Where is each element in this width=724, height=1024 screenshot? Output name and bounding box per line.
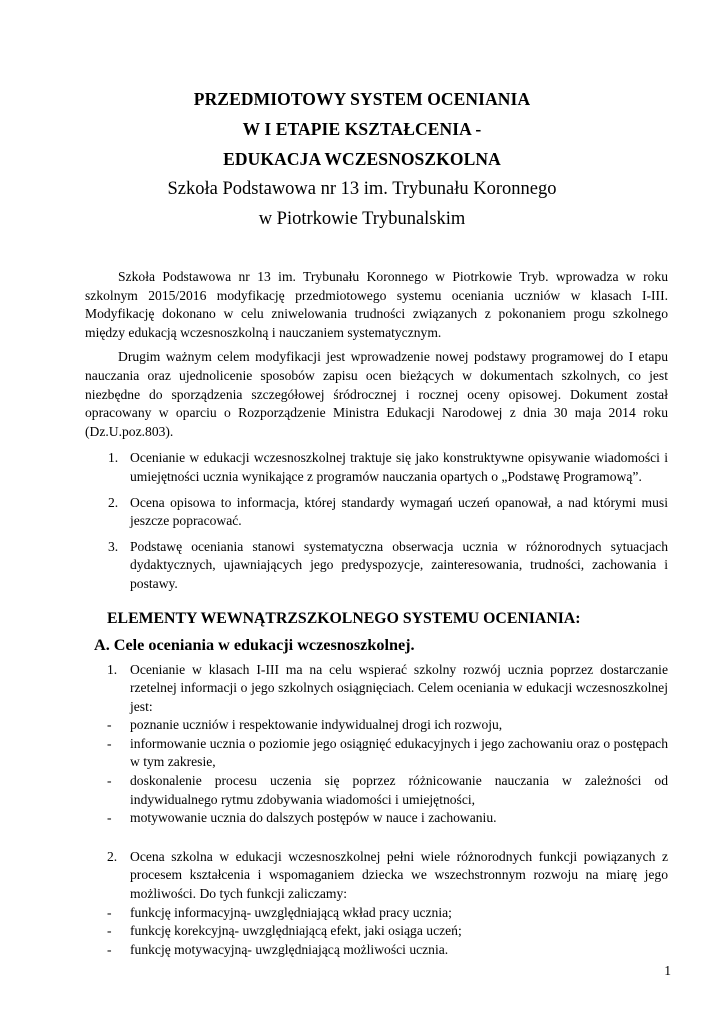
title-line-3: EDUKACJA WCZESNOSZKOLNA bbox=[223, 149, 501, 169]
bullet-text: funkcję korekcyjną- uwzględniającą efekt, jaki osiąga uczeń; bbox=[130, 923, 462, 939]
list-number: 1. bbox=[108, 450, 119, 466]
bullet-text: poznanie uczniów i respektowanie indywidualnej drogi ich rozwoju, bbox=[130, 717, 503, 733]
document-title bbox=[0, 84, 724, 234]
list-item-text: Ocenianie w edukacji wczesnoszkolnej traktuje się jako konstruktywne opisywanie wiadomości i umiejętności ucznia wynikające z programów nauczania opartych o „Podstawę Programową”. bbox=[130, 450, 668, 484]
numbered-list bbox=[85, 449, 668, 593]
bullet-item: - poznanie uczniów i respektowanie indywidualnej drogi ich rozwoju, bbox=[107, 717, 503, 733]
bullet-item: - informowanie ucznia o poziomie jego osiągnięć edukacyjnych i jego zachowaniu oraz o postępach w tym zakresie, bbox=[107, 735, 668, 770]
bullet-item: - funkcję informacyjną- uwzględniającą wkład pracy ucznia; bbox=[107, 904, 452, 920]
section-heading: ELEMENTY WEWNĄTRZSZKOLNEGO SYSTEMU OCENIANIA: bbox=[107, 609, 581, 627]
intro-paragraph-1: Szkoła Podstawowa nr 13 im. Trybunału Koronnego w Piotrkowie Tryb. wprowadza w roku szkolnym 2015/2016 modyfikację przedmiotowego systemu oceniania uczniów w klasach I-III. Modyfikację dokonano w celu zniwelowania trudności związanych z pokonaniem progu szkolnego między edukacją wczesnoszkolną i nauczaniem systematycznym. bbox=[85, 269, 668, 340]
bullet-text: funkcję motywacyjną- uwzględniającą możliwości ucznia. bbox=[130, 941, 449, 957]
point-2 bbox=[85, 848, 668, 904]
bullet-item: - funkcję motywacyjną- uwzględniającą możliwości ucznia. bbox=[107, 941, 449, 957]
point-2-text: Ocena szkolna w edukacji wczesnoszkolnej pełni wiele różnorodnych funkcji powiązanych z procesem kształcenia i wspomaganiem dziecka we wszechstronnym rozwoju na miarę jego możliwości. Do tych funkcji zaliczamy: bbox=[130, 848, 668, 902]
bullet-item: - doskonalenie procesu uczenia się poprzez różnicowanie nauczania w zależności od indywidualnego rytmu zdobywania wiadomości i umiejętności, bbox=[107, 773, 668, 807]
title-line-2: W I ETAPIE KSZTAŁCENIA - bbox=[242, 119, 482, 139]
school-name: Szkoła Podstawowa nr 13 im. Trybunału Koronnego bbox=[167, 179, 557, 199]
school-city: w Piotrkowie Trybunalskim bbox=[258, 209, 466, 229]
point-1 bbox=[85, 661, 668, 717]
document-body bbox=[85, 268, 668, 959]
list-number: 2. bbox=[107, 848, 118, 864]
bullet-item: - motywowanie ucznia do dalszych postępów w nauce i zachowaniu. bbox=[107, 810, 497, 826]
list-item bbox=[85, 494, 668, 531]
page-number: 1 bbox=[664, 963, 671, 978]
intro-paragraph-2: Drugim ważnym celem modyfikacji jest wprowadzenie nowej podstawy programowej do I etapu nauczania oraz ujednolicenie sposobów zapisu ocen bieżących w dokumentach szkolnych, co jest niezbędne do sporządzenia szczegółowej śródrocznej i rocznej oceny opisowej. Dokument został opracowany w oparciu o Rozporządzenie Ministra Edukacji Narodowej z dnia 30 maja 2014 roku (Dz.U.poz.803). bbox=[85, 349, 668, 439]
subsection-heading: A. Cele oceniania w edukacji wczesnoszkolnej. bbox=[94, 635, 415, 654]
point-1-text: Ocenianie w klasach I-III ma na celu wspierać szkolny rozwój ucznia poprzez dostarczanie rzetelnej informacji o jego szkolnych osiągnięciach. Celem oceniania w edukacji wczesnoszkolnej jest: bbox=[130, 661, 668, 714]
list-item bbox=[85, 449, 668, 486]
bullet-text: motywowanie ucznia do dalszych postępów w nauce i zachowaniu. bbox=[130, 810, 497, 826]
list-item-text: Podstawę oceniania stanowi systematyczna obserwacja ucznia w różnorodnych sytuacjach dydaktycznych, ujawniających jego predyspozycje, zainteresowania, trudności, zachowania i postawy. bbox=[130, 538, 668, 591]
bullet-text: doskonalenie procesu uczenia się poprzez różnicowanie nauczania w zależności od indywidualnego rytmu zdobywania wiadomości i umiejętności, bbox=[130, 773, 668, 807]
title-line-1: PRZEDMIOTOWY SYSTEM OCENIANIA bbox=[193, 89, 531, 109]
list-number: 2. bbox=[108, 494, 119, 510]
bullet-text: informowanie ucznia o poziomie jego osiągnięć edukacyjnych i jego zachowaniu oraz o postępach w tym zakresie, bbox=[130, 735, 668, 770]
bullet-item: - funkcję korekcyjną- uwzględniającą efekt, jaki osiąga uczeń; bbox=[107, 923, 462, 939]
list-number: 3. bbox=[108, 538, 119, 554]
list-number: 1. bbox=[107, 661, 118, 677]
list-item-text: Ocena opisowa to informacja, której standardy wymagań uczeń opanował, a nad którymi musi jeszcze popracować. bbox=[130, 494, 668, 529]
bullet-text: funkcję informacyjną- uwzględniającą wkład pracy ucznia; bbox=[130, 904, 452, 920]
list-item bbox=[85, 538, 668, 594]
